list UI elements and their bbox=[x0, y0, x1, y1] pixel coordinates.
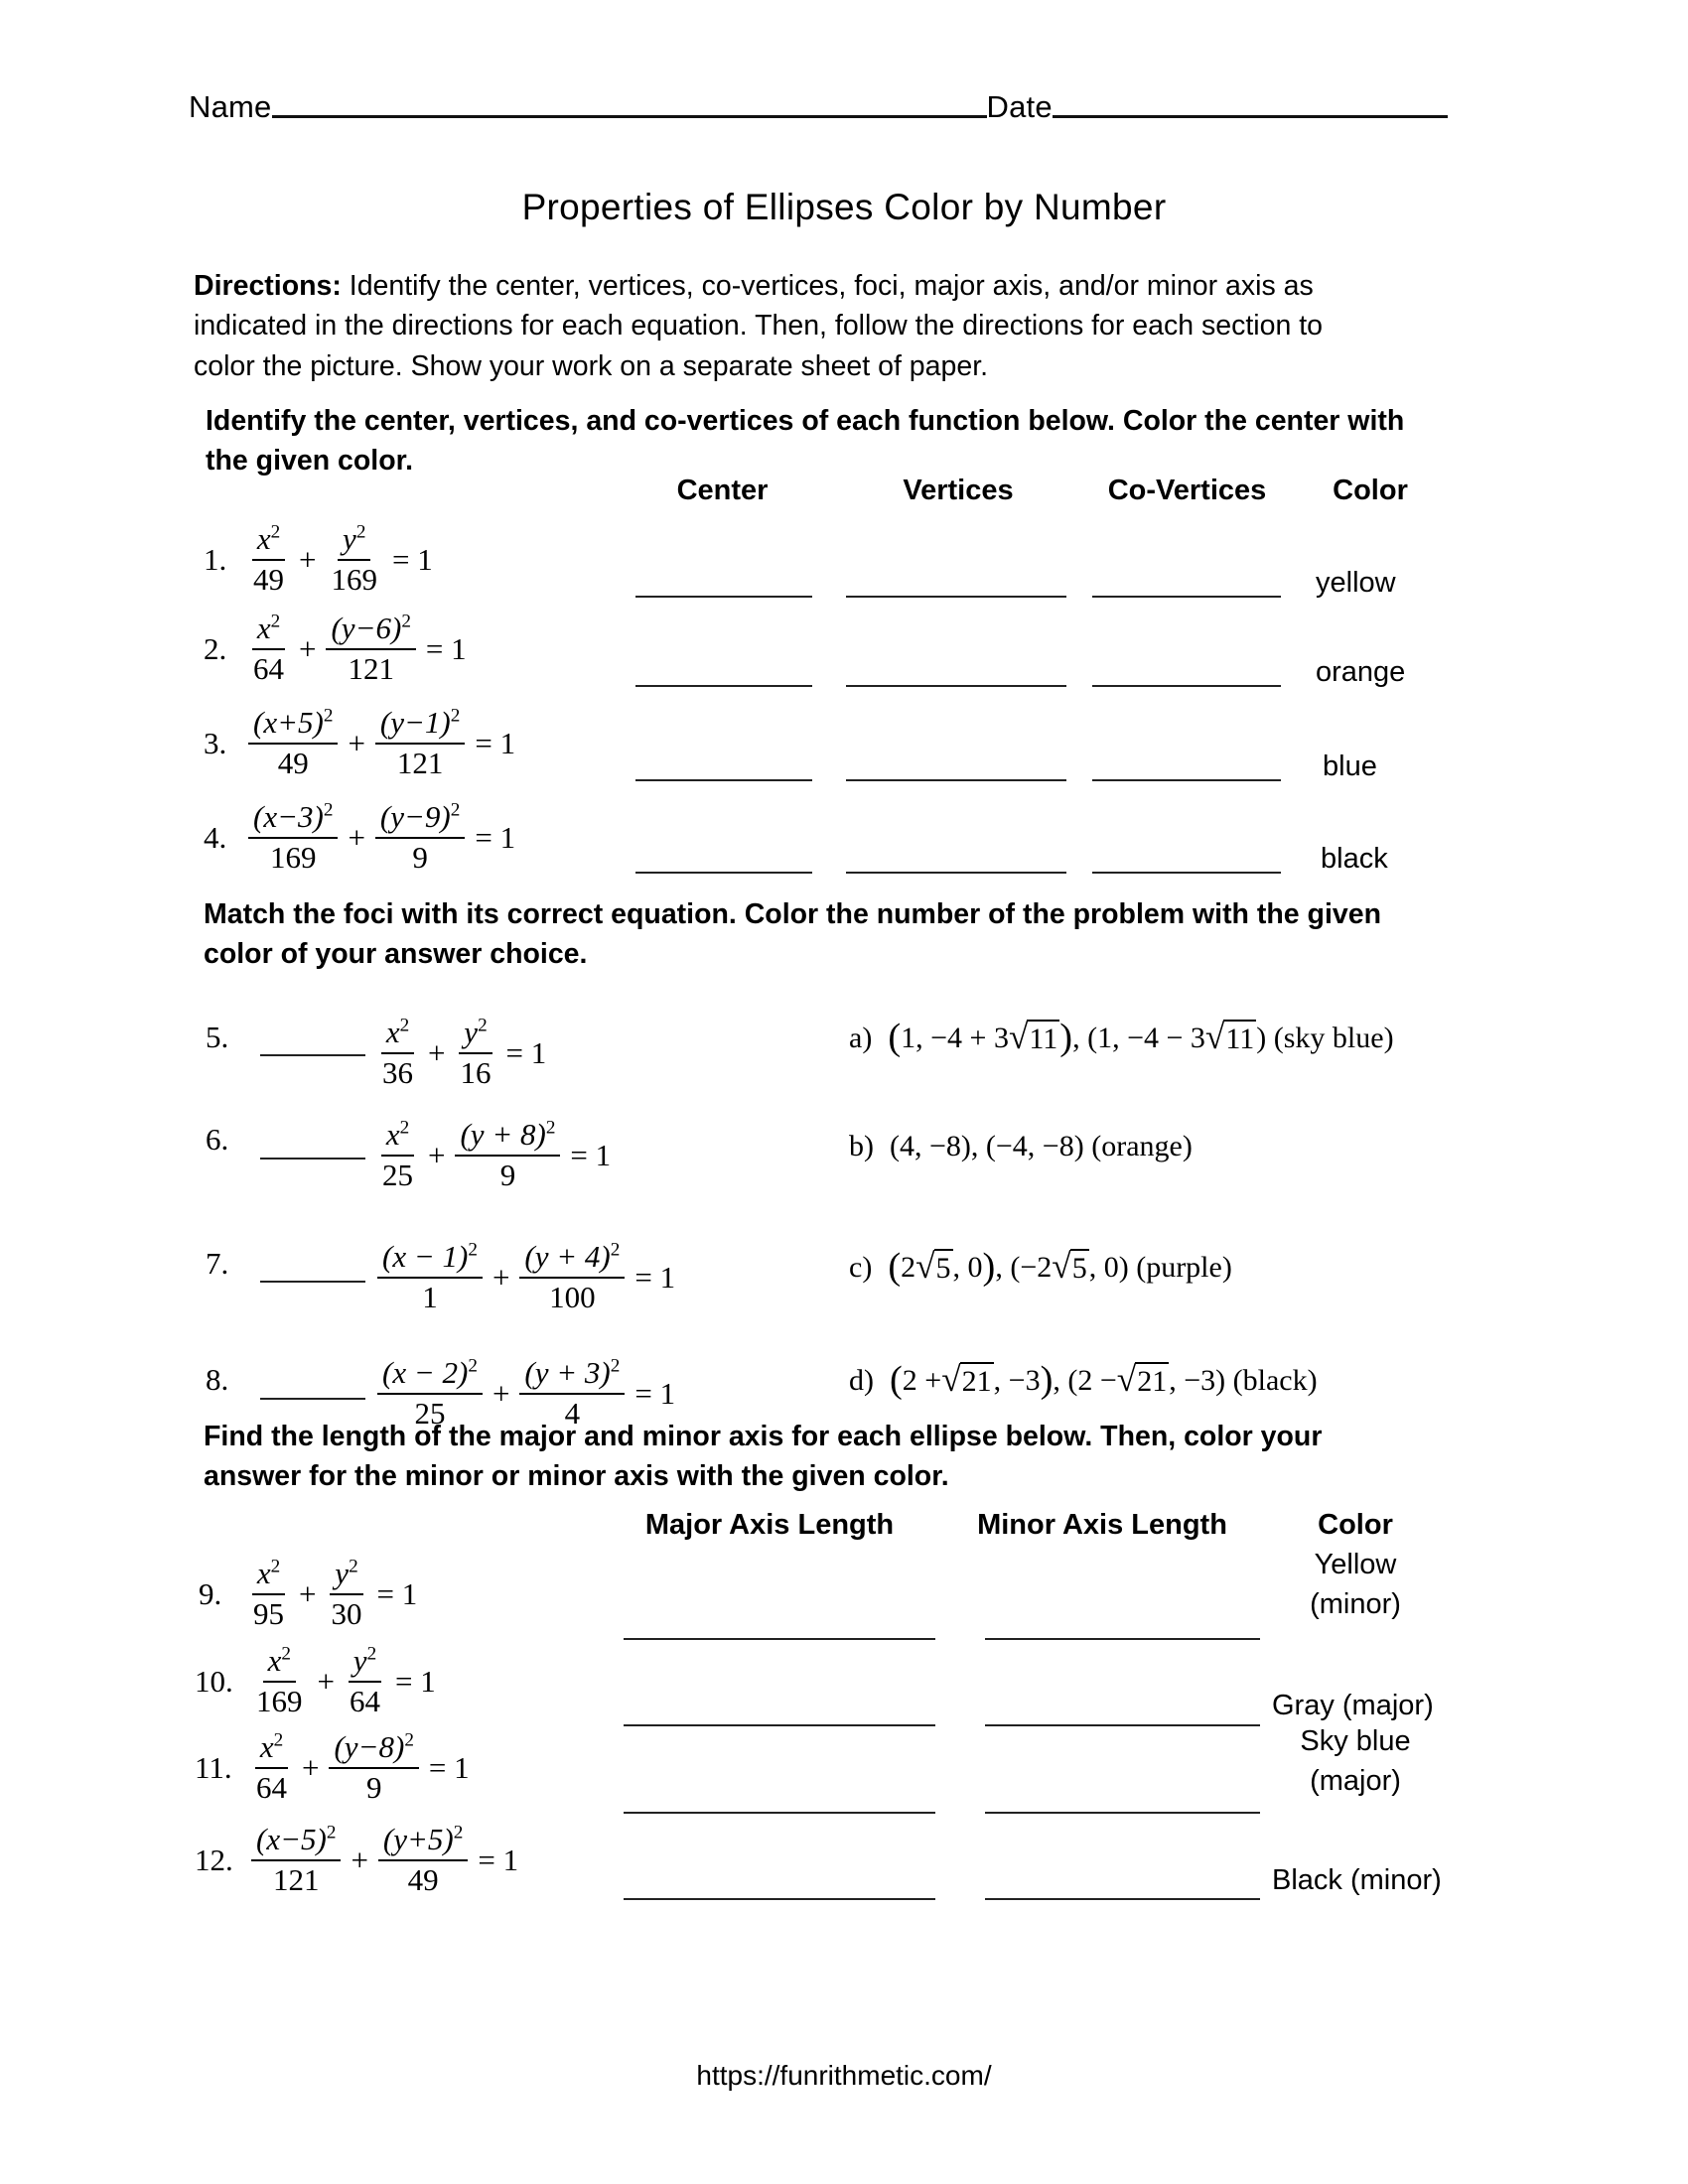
problem-8-fraction-y: $\frac{(y + 3)^2}{4}$ bbox=[519, 1355, 625, 1432]
problem-4-co-vertices-blank[interactable] bbox=[1092, 872, 1281, 874]
problem-3-equation bbox=[204, 705, 520, 781]
problem-9-color-label-line1: Yellow bbox=[1314, 1549, 1397, 1580]
equals-sign: = 1 bbox=[505, 1034, 547, 1070]
equals-sign: = 1 bbox=[478, 1842, 519, 1877]
problem-3-fraction-y: $\frac{(y-1)^2}{121}$ bbox=[375, 705, 465, 781]
problem-9-color-label-line2: (minor) bbox=[1310, 1588, 1401, 1620]
directions-text: Identify the center, vertices, co-vertices, foci, major axis, and/or minor axis as indicated in the directions for each equation. Then, follow the directions for each section to color the picture. Show your work on a separate sheet of paper. bbox=[194, 270, 1323, 382]
equals-sign: = 1 bbox=[475, 725, 516, 760]
sqrt-icon: √ 21 bbox=[941, 1359, 992, 1399]
choice-b-color: (orange) bbox=[1091, 1130, 1193, 1162]
problem-6-equation bbox=[372, 1117, 616, 1193]
problem-3-co-vertices-blank[interactable] bbox=[1092, 779, 1281, 781]
problem-7-number: 7. bbox=[206, 1246, 229, 1281]
problem-6-number: 6. bbox=[206, 1122, 229, 1157]
sqrt-icon: √ 5 bbox=[915, 1246, 951, 1286]
problem-9-equation bbox=[199, 1556, 422, 1632]
choice-b-points: (4, −8), (−4, −8) bbox=[890, 1130, 1084, 1162]
problem-12-color-label: Black (minor) bbox=[1272, 1864, 1442, 1896]
choice-b-label: b) bbox=[849, 1130, 874, 1162]
problem-10-major-axis-blank[interactable] bbox=[624, 1724, 935, 1726]
problem-4-color-label: black bbox=[1321, 843, 1388, 875]
problem-6-fraction-y: $\frac{(y + 8)^2}{9}$ bbox=[455, 1117, 560, 1193]
equals-sign: = 1 bbox=[570, 1137, 612, 1172]
problem-3-color-label: blue bbox=[1323, 751, 1377, 782]
date-label: Date bbox=[986, 89, 1053, 124]
choice-d-label: d) bbox=[849, 1363, 874, 1397]
problem-5-number: 5. bbox=[206, 1020, 229, 1054]
problem-11-color-label-line1: Sky blue bbox=[1300, 1725, 1411, 1757]
name-date-header bbox=[189, 91, 1450, 122]
plus-sign: + bbox=[317, 1663, 335, 1699]
problem-12-number: 12. bbox=[195, 1842, 233, 1877]
problem-9-number: 9. bbox=[199, 1575, 222, 1611]
problem-8-number: 8. bbox=[206, 1362, 229, 1397]
directions-label: Directions: bbox=[194, 270, 342, 302]
plus-sign: + bbox=[351, 1842, 368, 1877]
plus-sign: + bbox=[428, 1034, 446, 1070]
problem-4-fraction-x: $\frac{(x-3)^2}{169}$ bbox=[248, 799, 338, 876]
choice-a-label: a) bbox=[849, 1021, 873, 1054]
problem-10-color-label: Gray (major) bbox=[1272, 1690, 1434, 1721]
problem-4-number: 4. bbox=[204, 819, 227, 855]
problem-12-minor-axis-blank[interactable] bbox=[985, 1898, 1260, 1900]
problem-10-equation bbox=[195, 1643, 441, 1719]
problem-5-match-blank[interactable] bbox=[260, 1054, 365, 1056]
directions-paragraph bbox=[194, 266, 1375, 386]
plus-sign: + bbox=[299, 1575, 317, 1611]
page-title: Properties of Ellipses Color by Number bbox=[521, 187, 1167, 227]
problem-1-co-vertices-blank[interactable] bbox=[1092, 596, 1281, 598]
answer-choice-b[interactable] bbox=[849, 1130, 1193, 1163]
problem-1-fraction-y: $\frac{y^2}{169}$ bbox=[331, 521, 377, 597]
problem-7-equation bbox=[372, 1239, 680, 1315]
problem-11-major-axis-blank[interactable] bbox=[624, 1812, 935, 1814]
problem-9-major-axis-blank[interactable] bbox=[624, 1638, 935, 1640]
problem-10-fraction-y: $\frac{y^2}{64}$ bbox=[349, 1643, 380, 1718]
sqrt-icon: √ 11 bbox=[1008, 1017, 1058, 1056]
choice-c-label: c) bbox=[849, 1250, 873, 1284]
column-header-major-axis-length: Major Axis Length bbox=[644, 1509, 895, 1541]
problem-3-number: 3. bbox=[204, 725, 227, 760]
problem-6-fraction-x: $\frac{x^2}{25}$ bbox=[382, 1117, 413, 1192]
plus-sign: + bbox=[428, 1137, 446, 1172]
section-2-instruction: Match the foci with its correct equation. Color the number of the problem with the given color of your answer choice. bbox=[204, 898, 1381, 970]
problem-11-color-label-line2: (major) bbox=[1310, 1765, 1401, 1797]
column-header-co-vertices: Co-Vertices bbox=[1107, 475, 1267, 506]
problem-1-number: 1. bbox=[204, 541, 227, 577]
problem-12-major-axis-blank[interactable] bbox=[624, 1898, 935, 1900]
answer-choice-d[interactable]: d) ( 2 + √ 21 , −3 ) , ( 2 − √ 21 , −3 ) (black) bbox=[849, 1359, 1318, 1402]
problem-10-number: 10. bbox=[195, 1663, 233, 1699]
problem-9-fraction-y: $\frac{y^2}{30}$ bbox=[331, 1556, 362, 1631]
equals-sign: = 1 bbox=[376, 1575, 418, 1611]
equals-sign: = 1 bbox=[634, 1259, 676, 1295]
problem-12-equation bbox=[195, 1822, 523, 1898]
plus-sign: + bbox=[348, 725, 365, 760]
sqrt-icon: √ 21 bbox=[1116, 1359, 1168, 1399]
date-input-line[interactable] bbox=[1053, 115, 1448, 118]
problem-12-fraction-x: $\frac{(x-5)^2}{121}$ bbox=[251, 1822, 341, 1898]
problem-5-fraction-x: $\frac{x^2}{36}$ bbox=[382, 1015, 413, 1090]
problem-8-fraction-x: $\frac{(x - 2)^2}{25}$ bbox=[377, 1355, 483, 1432]
problem-3-fraction-x: $\frac{(x+5)^2}{49}$ bbox=[248, 705, 338, 781]
problem-2-fraction-y: $\frac{(y-6)^2}{121}$ bbox=[326, 611, 415, 687]
column-header-color: Color bbox=[1333, 475, 1408, 506]
problem-7-match-blank[interactable] bbox=[260, 1281, 365, 1283]
problem-11-fraction-y: $\frac{(y-8)^2}{9}$ bbox=[329, 1729, 418, 1806]
choice-a-color: (sky blue) bbox=[1273, 1021, 1394, 1054]
sqrt-icon: √ 11 bbox=[1204, 1017, 1255, 1056]
plus-sign: + bbox=[348, 819, 365, 855]
problem-2-equation bbox=[204, 611, 472, 687]
problem-2-vertices-blank[interactable] bbox=[846, 685, 1066, 687]
problem-5-equation bbox=[372, 1015, 551, 1091]
choice-d-color: (black) bbox=[1232, 1363, 1318, 1397]
problem-10-minor-axis-blank[interactable] bbox=[985, 1724, 1260, 1726]
column-header-vertices: Vertices bbox=[903, 475, 1014, 506]
problem-3-center-blank[interactable] bbox=[635, 779, 812, 781]
problem-11-number: 11. bbox=[195, 1749, 232, 1785]
choice-c-color: (purple) bbox=[1136, 1250, 1232, 1284]
problem-4-vertices-blank[interactable] bbox=[846, 872, 1066, 874]
equals-sign: = 1 bbox=[391, 541, 433, 577]
section-1-instruction: Identify the center, vertices, and co-vertices of each function below. Color the center with the given color. bbox=[206, 405, 1405, 477]
problem-12-fraction-y: $\frac{(y+5)^2}{49}$ bbox=[378, 1822, 468, 1898]
problem-7-fraction-x: $\frac{(x - 1)^2}{1}$ bbox=[377, 1239, 483, 1315]
problem-4-equation bbox=[204, 799, 520, 876]
problem-2-number: 2. bbox=[204, 630, 227, 666]
equals-sign: = 1 bbox=[394, 1663, 436, 1699]
problem-9-minor-axis-blank[interactable] bbox=[985, 1638, 1260, 1640]
column-header-center: Center bbox=[676, 475, 769, 506]
column-header-color-3: Color bbox=[1318, 1509, 1393, 1541]
problem-8-match-blank[interactable] bbox=[260, 1398, 365, 1400]
plus-sign: + bbox=[492, 1259, 510, 1295]
problem-7-fraction-y: $\frac{(y + 4)^2}{100}$ bbox=[519, 1239, 625, 1315]
name-label: Name bbox=[189, 89, 272, 124]
problem-2-fraction-x: $\frac{x^2}{64}$ bbox=[253, 611, 284, 686]
problem-2-co-vertices-blank[interactable] bbox=[1092, 685, 1281, 687]
problem-3-vertices-blank[interactable] bbox=[846, 779, 1066, 781]
problem-1-equation bbox=[204, 521, 438, 598]
problem-1-color-label: yellow bbox=[1316, 567, 1396, 599]
problem-11-equation bbox=[195, 1729, 475, 1806]
plus-sign: + bbox=[492, 1375, 510, 1411]
plus-sign: + bbox=[299, 541, 317, 577]
answer-choice-c[interactable]: c) ( 2 √ 5 , 0 ) , ( −2 √ 5 , 0 ) (purple) bbox=[849, 1246, 1232, 1289]
equals-sign: = 1 bbox=[634, 1375, 676, 1411]
plus-sign: + bbox=[302, 1749, 320, 1785]
answer-choice-a[interactable]: a) ( 1, −4 + 3 √ 11 ) , ( 1, −4 − 3 √ 11 ) (sky blue) bbox=[849, 1017, 1394, 1059]
problem-5-fraction-y: $\frac{y^2}{16}$ bbox=[460, 1015, 492, 1090]
problem-1-fraction-x: $\frac{x^2}{49}$ bbox=[253, 521, 284, 597]
problem-11-fraction-x: $\frac{x^2}{64}$ bbox=[256, 1729, 287, 1805]
footer-url[interactable]: https://funrithmetic.com/ bbox=[696, 2060, 992, 2091]
equals-sign: = 1 bbox=[428, 1749, 470, 1785]
section-3-instruction: Find the length of the major and minor axis for each ellipse below. Then, color your answer for the minor or minor axis with the given color. bbox=[204, 1421, 1323, 1492]
problem-1-vertices-blank[interactable] bbox=[846, 596, 1066, 598]
problem-2-color-label: orange bbox=[1316, 656, 1406, 688]
problem-1-center-blank[interactable] bbox=[635, 596, 812, 598]
problem-10-fraction-x: $\frac{x^2}{169}$ bbox=[256, 1643, 303, 1718]
column-header-minor-axis-length: Minor Axis Length bbox=[977, 1509, 1227, 1541]
plus-sign: + bbox=[299, 630, 317, 666]
problem-11-minor-axis-blank[interactable] bbox=[985, 1812, 1260, 1814]
sqrt-icon: √ 5 bbox=[1052, 1246, 1087, 1286]
name-input-line[interactable] bbox=[272, 115, 987, 118]
problem-9-fraction-x: $\frac{x^2}{95}$ bbox=[253, 1556, 284, 1631]
problem-4-fraction-y: $\frac{(y-9)^2}{9}$ bbox=[375, 799, 465, 876]
problem-4-center-blank[interactable] bbox=[635, 872, 812, 874]
problem-6-match-blank[interactable] bbox=[260, 1158, 365, 1160]
equals-sign: = 1 bbox=[425, 630, 467, 666]
equals-sign: = 1 bbox=[475, 819, 516, 855]
problem-2-center-blank[interactable] bbox=[635, 685, 812, 687]
